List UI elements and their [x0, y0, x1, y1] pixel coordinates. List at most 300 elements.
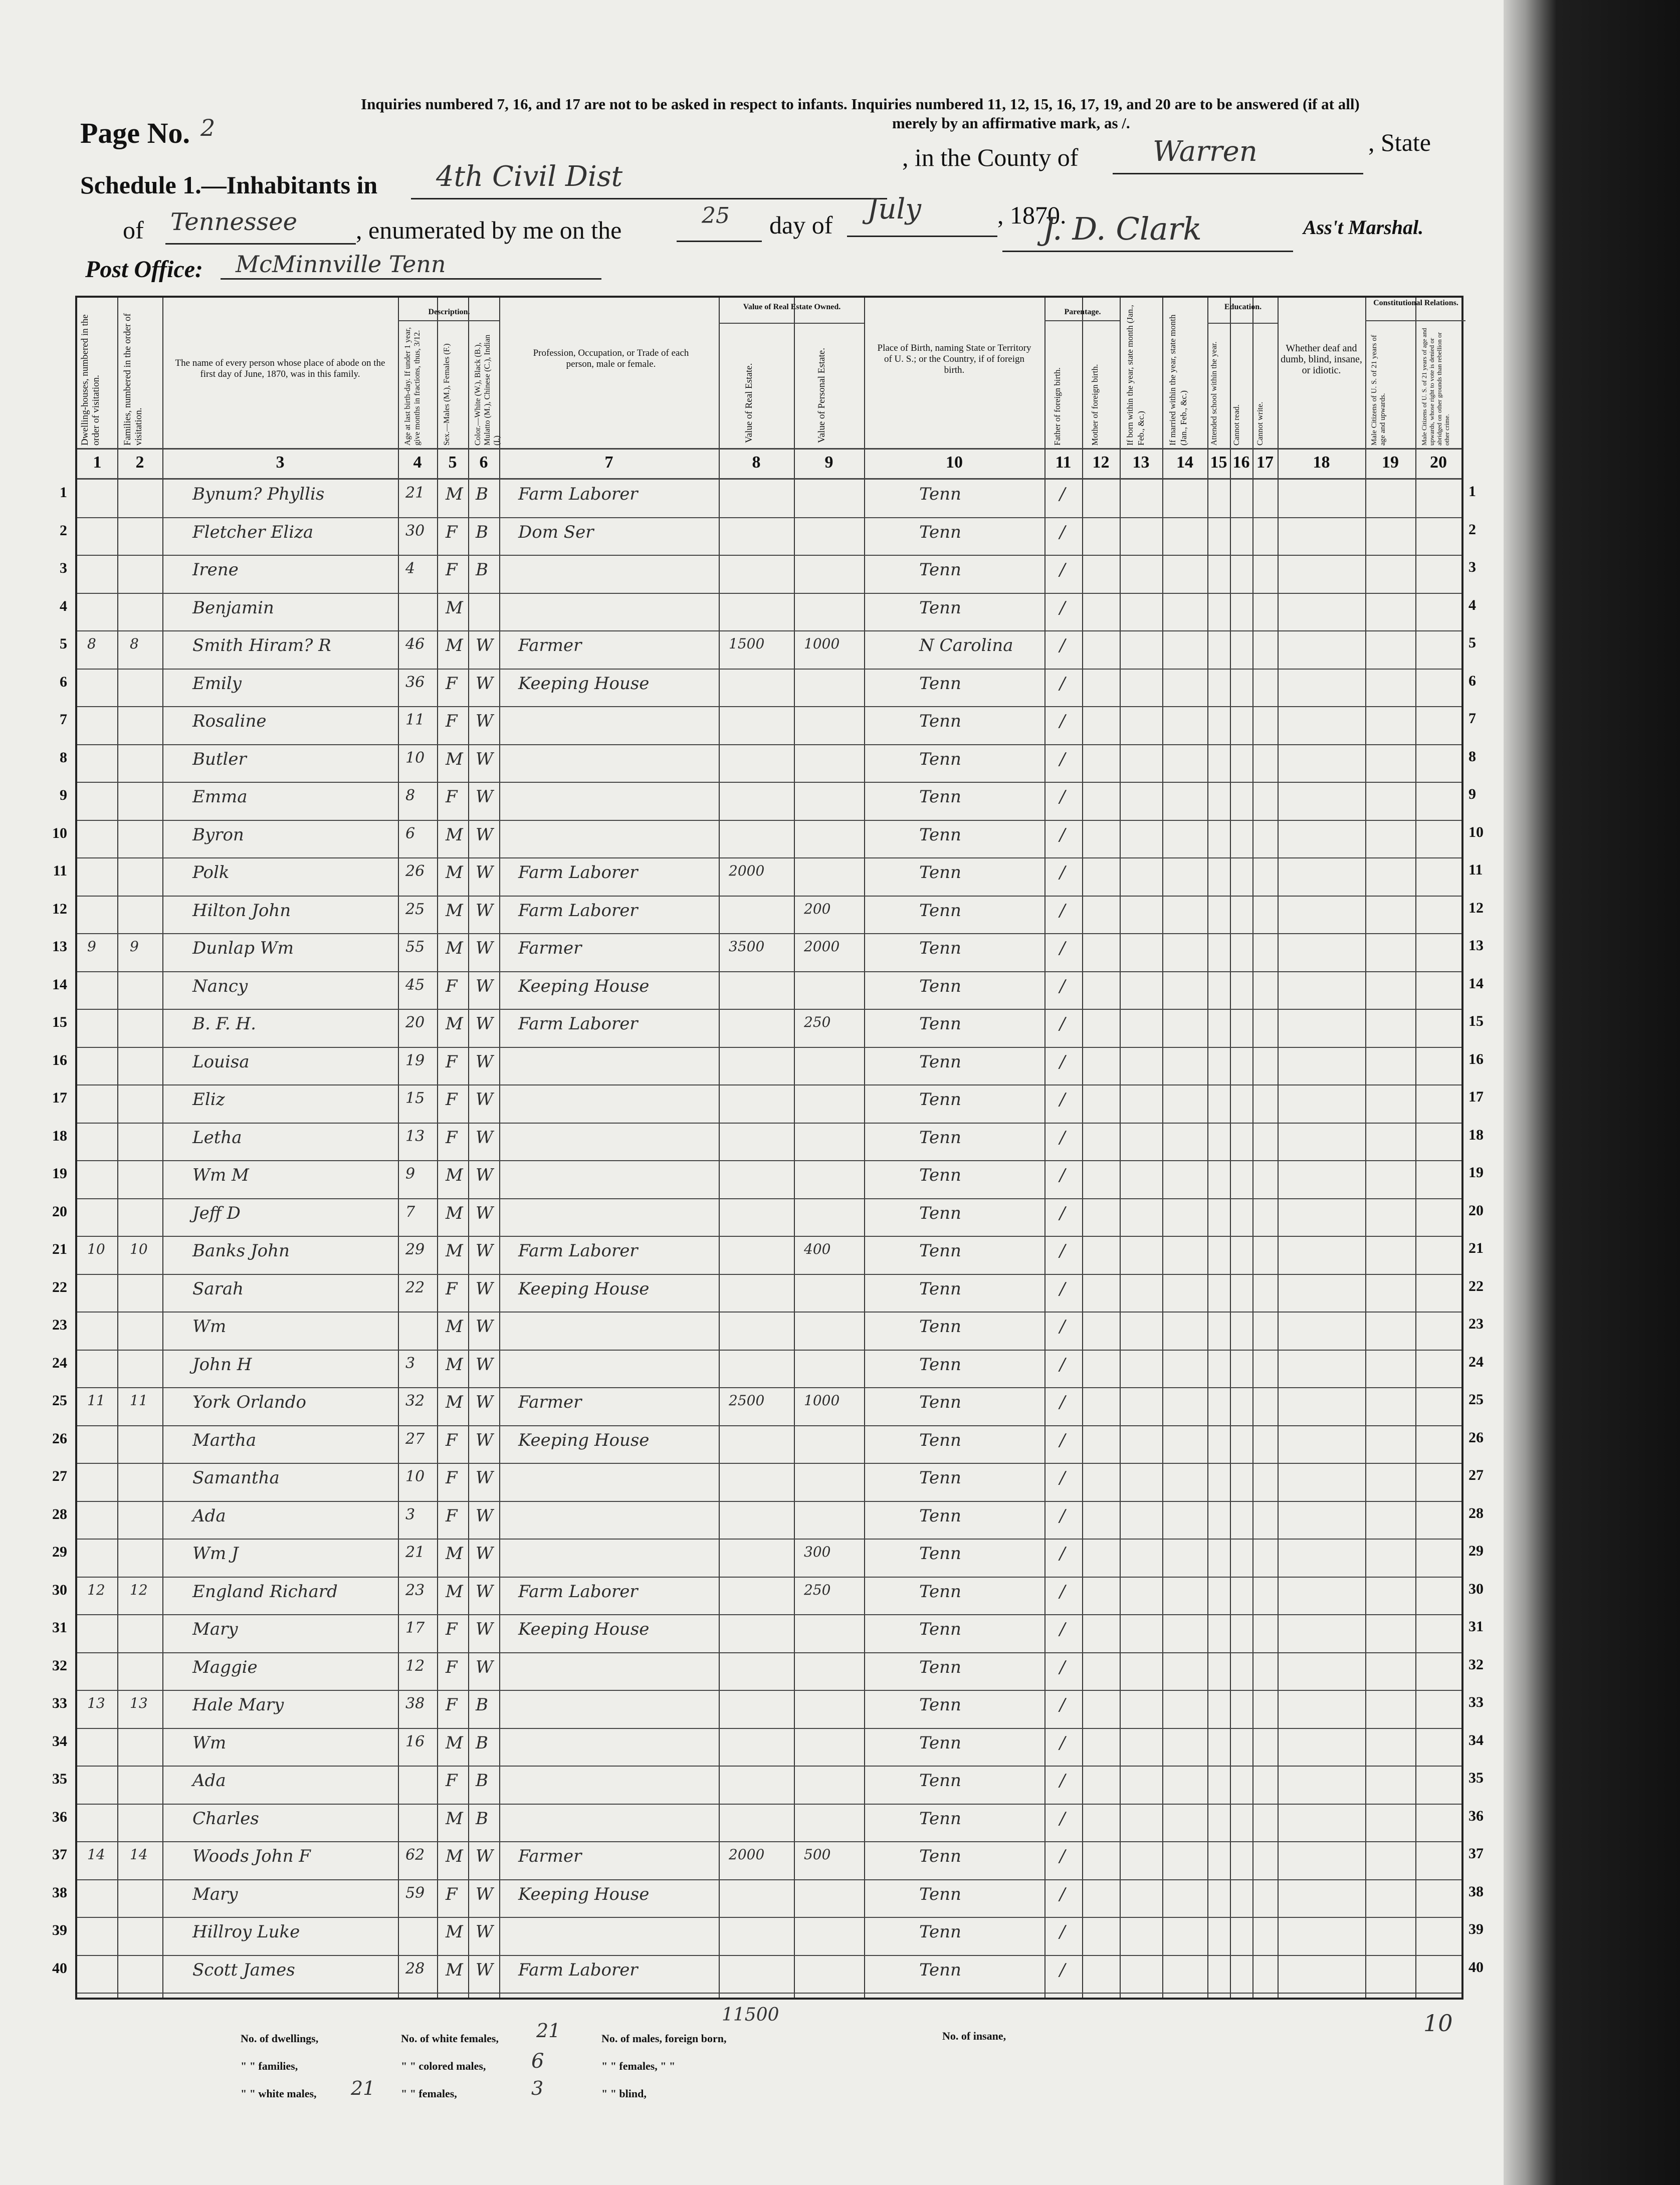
sex: F: [446, 1884, 458, 1904]
row-number: 14: [52, 976, 67, 993]
real-estate-value: 1500: [729, 635, 765, 652]
color: W: [476, 711, 493, 731]
row-line: [77, 630, 1461, 631]
row-number: 3: [60, 560, 67, 576]
color: B: [476, 1732, 488, 1753]
occupation: Farm Laborer: [518, 900, 638, 921]
row-number: 17: [52, 1089, 67, 1106]
person-name: Wm: [192, 1317, 227, 1337]
row-number: 18: [52, 1127, 67, 1144]
col7-header: Profession, Occupation, or Trade of each person, male or female.: [533, 348, 689, 369]
age: 4: [405, 560, 415, 577]
right-row-number: 38: [1468, 1883, 1484, 1900]
color: W: [476, 749, 493, 769]
family-number: 9: [130, 938, 139, 955]
person-name: Bynum? Phyllis: [192, 484, 325, 504]
place-of-birth: Tenn: [919, 1657, 961, 1677]
col2-header: Families, numbered in the order of visitation.: [122, 313, 144, 446]
age: 6: [405, 824, 415, 842]
place-of-birth: Tenn: [919, 673, 961, 694]
group-line: [1207, 323, 1278, 324]
person-name: B. F. H.: [192, 1014, 256, 1034]
row-number: 4: [60, 597, 67, 614]
parentage-mark: /: [1060, 1732, 1066, 1753]
column-number: 12: [1092, 453, 1110, 472]
column-number: 17: [1256, 453, 1274, 472]
color: W: [476, 976, 493, 996]
row-number: 12: [52, 900, 67, 917]
col14-header: If married within the year, state month (Jan., Feb., &c.): [1168, 314, 1188, 446]
column-number: 6: [479, 453, 488, 472]
page-no-label: Page No.: [80, 117, 190, 149]
age: 45: [405, 976, 425, 994]
place-of-birth: Tenn: [919, 1544, 961, 1564]
person-name: Benjamin: [192, 597, 274, 618]
col-line: [1162, 298, 1163, 1998]
footer-blind: " " blind,: [601, 2087, 647, 2100]
county-label: , in the County of: [902, 143, 1079, 171]
sex: F: [446, 1430, 458, 1450]
place-of-birth: Tenn: [919, 711, 961, 731]
occupation: Farmer: [518, 1392, 582, 1412]
color: W: [476, 1619, 493, 1639]
row-number: 30: [52, 1581, 67, 1598]
sex: M: [446, 862, 463, 883]
color: W: [476, 1581, 493, 1602]
right-row-number: 25: [1468, 1391, 1484, 1408]
row-line: [77, 1766, 1461, 1767]
place-of-birth: Tenn: [919, 1959, 961, 1980]
column-number: 11: [1055, 453, 1072, 472]
col20-header: Male Citizens of U. S. of 21 years of age and upwards, whose right to vote is denied or abridged on other grounds than rebellion or other crime.: [1420, 328, 1450, 446]
real-estate-value: 3500: [729, 938, 765, 955]
place-of-birth: Tenn: [919, 1089, 961, 1110]
row-number: 13: [52, 938, 67, 955]
color: W: [476, 1468, 493, 1488]
col-line: [794, 298, 795, 1998]
place-of-birth: Tenn: [919, 1278, 961, 1299]
color: B: [476, 1771, 488, 1791]
col8-header: Value of Real Estate.: [744, 363, 754, 443]
color: W: [476, 1544, 493, 1564]
row-line: [77, 1804, 1461, 1805]
age: 26: [405, 862, 425, 880]
footer-dwellings: No. of dwellings,: [241, 2032, 319, 2045]
age: 21: [405, 1544, 425, 1561]
footer-total-real-estate: 11500: [722, 2005, 779, 2025]
row-line: [77, 555, 1461, 556]
person-name: Hilton John: [192, 900, 291, 921]
day-of-label: day of: [769, 211, 833, 239]
person-name: Jeff D: [192, 1203, 241, 1223]
place-of-birth: Tenn: [919, 824, 961, 845]
place-of-birth: Tenn: [919, 1732, 961, 1753]
parentage-mark: /: [1060, 976, 1066, 996]
family-number: 10: [130, 1241, 148, 1257]
color: W: [476, 1846, 493, 1866]
place-of-birth: Tenn: [919, 749, 961, 769]
person-name: Martha: [192, 1430, 257, 1450]
place-of-birth: Tenn: [919, 1846, 961, 1866]
color: W: [476, 1089, 493, 1110]
place-of-birth: Tenn: [919, 1771, 961, 1791]
scan-edge: [1504, 0, 1680, 2185]
col-line: [1082, 298, 1083, 1998]
parentage-mark: /: [1060, 522, 1066, 542]
personal-estate-value: 300: [804, 1544, 831, 1560]
sex: M: [446, 1846, 463, 1866]
age: 13: [405, 1127, 425, 1145]
color: W: [476, 824, 493, 845]
place-of-birth: Tenn: [919, 1695, 961, 1715]
right-row-number: 19: [1468, 1164, 1484, 1181]
parentage-mark: /: [1060, 1657, 1066, 1677]
occupation: Farm Laborer: [518, 484, 638, 504]
footer-white-males-value: 21: [351, 2077, 375, 2099]
occupation: Keeping House: [518, 1884, 650, 1904]
parentage-mark: /: [1060, 1203, 1066, 1223]
parentage-mark: /: [1060, 1544, 1066, 1564]
occupation: Farm Laborer: [518, 1959, 638, 1980]
place-of-birth: Tenn: [919, 938, 961, 958]
row-number: 36: [52, 1808, 67, 1825]
sex: F: [446, 1051, 458, 1072]
row-line: [77, 1841, 1461, 1842]
age: 23: [405, 1581, 425, 1599]
column-number: 5: [448, 453, 457, 472]
color: W: [476, 1657, 493, 1677]
row-number: 37: [52, 1846, 67, 1863]
column-number: 10: [946, 453, 963, 472]
sex: M: [446, 1354, 463, 1375]
age: 32: [405, 1392, 425, 1410]
footer-insane: No. of insane,: [942, 2030, 1006, 2042]
row-number: 21: [52, 1241, 67, 1257]
sex: F: [446, 976, 458, 996]
col4-header: Age at last birth-day. If under 1 year, give months in fractions, thus, 3/12.: [403, 327, 422, 446]
parentage-mark: /: [1060, 1165, 1066, 1185]
right-row-number: 36: [1468, 1807, 1484, 1824]
age: 46: [405, 635, 425, 653]
color: W: [476, 938, 493, 958]
row-line: [77, 593, 1461, 594]
parentage-mark: /: [1060, 938, 1066, 958]
parentage-mark: /: [1060, 1278, 1066, 1299]
column-number: 19: [1382, 453, 1399, 472]
row-line: [77, 1917, 1461, 1918]
row-number: 2: [60, 522, 67, 539]
color: B: [476, 1808, 488, 1829]
place-of-birth: Tenn: [919, 1354, 961, 1375]
parentage-mark: /: [1060, 1808, 1066, 1829]
col9-header: Value of Personal Estate.: [816, 348, 827, 443]
row-line: [77, 782, 1461, 783]
place-of-birth: Tenn: [919, 560, 961, 580]
parentage-mark: /: [1060, 1959, 1066, 1980]
parentage-mark: /: [1060, 1505, 1066, 1526]
color: B: [476, 560, 488, 580]
person-name: Nancy: [192, 976, 248, 996]
footer-white-females-value: 21: [536, 2020, 561, 2042]
parentage-mark: /: [1060, 900, 1066, 921]
right-row-number: 10: [1468, 823, 1484, 840]
sex: F: [446, 673, 458, 694]
right-row-number: 7: [1468, 710, 1476, 727]
row-number: 10: [52, 824, 67, 841]
column-number: 18: [1313, 453, 1330, 472]
row-line: [77, 1955, 1461, 1956]
person-name: Eliz: [192, 1089, 225, 1110]
parentage-mark: /: [1060, 1922, 1066, 1942]
sex: M: [446, 1732, 463, 1753]
age: 59: [405, 1884, 425, 1902]
col-line: [1252, 298, 1253, 1998]
person-name: Ada: [192, 1505, 226, 1526]
sex: F: [446, 1657, 458, 1677]
color: W: [476, 1884, 493, 1904]
color: W: [476, 1278, 493, 1299]
age: 20: [405, 1014, 425, 1031]
day-underline: [677, 241, 762, 242]
right-row-number: 3: [1468, 559, 1476, 575]
color: B: [476, 522, 488, 542]
person-name: Emily: [192, 673, 242, 694]
place-of-birth: N Carolina: [919, 635, 1013, 656]
occupation: Keeping House: [518, 1430, 650, 1450]
age: 12: [405, 1657, 425, 1675]
color: W: [476, 1241, 493, 1261]
row-line: [77, 971, 1461, 972]
sex: F: [446, 560, 458, 580]
sex: M: [446, 1544, 463, 1564]
column-number: 20: [1430, 453, 1447, 472]
parentage-mark: /: [1060, 1771, 1066, 1791]
col-line: [1207, 298, 1208, 1998]
sex: F: [446, 1771, 458, 1791]
age: 15: [405, 1089, 425, 1107]
place-of-birth: Tenn: [919, 522, 961, 542]
row-number: 29: [52, 1544, 67, 1560]
day-value: 25: [702, 203, 730, 229]
sex: F: [446, 1505, 458, 1526]
right-row-number: 37: [1468, 1845, 1484, 1862]
col13-header: If born within the year, state month (Jan., Feb., &c.): [1125, 305, 1146, 446]
post-office-label: Post Office:: [85, 256, 203, 283]
right-row-number: 23: [1468, 1316, 1484, 1332]
county-underline: [1113, 173, 1363, 174]
parentage-mark: /: [1060, 749, 1066, 769]
row-line: [77, 1387, 1461, 1388]
col-line: [499, 298, 500, 1998]
sex: F: [446, 1468, 458, 1488]
personal-estate-value: 200: [804, 900, 831, 917]
district-underline: [411, 198, 887, 199]
row-line: [77, 857, 1461, 858]
group-line: [1365, 320, 1465, 321]
column-number: 8: [752, 453, 761, 472]
color: W: [476, 1317, 493, 1337]
row-number: 7: [60, 711, 67, 728]
occupation: Farm Laborer: [518, 1241, 638, 1261]
parentage-mark: /: [1060, 1695, 1066, 1715]
color: W: [476, 1165, 493, 1185]
right-row-number: 27: [1468, 1467, 1484, 1483]
row-number: 15: [52, 1014, 67, 1030]
person-name: John H: [192, 1354, 252, 1375]
sex: F: [446, 711, 458, 731]
color: W: [476, 1127, 493, 1148]
col19-header: Male Citizens of U. S. of 21 years of age and upwards.: [1370, 335, 1387, 446]
row-number: 40: [52, 1959, 67, 1977]
right-row-number: 2: [1468, 521, 1476, 538]
row-line: [77, 1501, 1461, 1502]
row-number: 25: [52, 1392, 67, 1409]
column-number: 7: [604, 453, 613, 472]
real-estate-value: 2000: [729, 1846, 765, 1863]
sex: F: [446, 787, 458, 807]
color: W: [476, 635, 493, 656]
row-number: 6: [60, 673, 67, 690]
col-line: [1044, 298, 1045, 1998]
value-group-header: Value of Real Estate Owned.: [743, 303, 841, 311]
family-number: 13: [130, 1695, 148, 1711]
age: 10: [405, 1468, 425, 1485]
marshal-name: J. D. Clark: [1042, 210, 1202, 247]
sex: F: [446, 1089, 458, 1110]
col5-header: Sex.—Males (M.), Females (F.): [443, 343, 451, 446]
row-number: 31: [52, 1619, 67, 1636]
person-name: Wm J: [192, 1544, 239, 1564]
person-name: Letha: [192, 1127, 242, 1148]
right-row-number: 24: [1468, 1353, 1484, 1370]
parentage-group-header: Parentage.: [1064, 308, 1101, 316]
dwelling-number: 10: [87, 1241, 105, 1257]
parentage-mark: /: [1060, 1468, 1066, 1488]
age: 30: [405, 522, 425, 540]
family-number: 11: [130, 1392, 148, 1409]
row-line: [77, 1652, 1461, 1653]
place-of-birth: Tenn: [919, 976, 961, 996]
marshal-underline: [1002, 251, 1293, 252]
color: W: [476, 1354, 493, 1375]
col17-header: Cannot write.: [1256, 401, 1265, 446]
occupation: Farm Laborer: [518, 1014, 638, 1034]
col1-header: Dwelling-houses, numbered in the order of visitation.: [80, 314, 101, 446]
right-row-number: 26: [1468, 1429, 1484, 1446]
parentage-mark: /: [1060, 1884, 1066, 1904]
row-line: [77, 1084, 1461, 1085]
place-of-birth: Tenn: [919, 1241, 961, 1261]
person-name: Louisa: [192, 1051, 250, 1072]
person-name: Emma: [192, 787, 248, 807]
parentage-mark: /: [1060, 787, 1066, 807]
parentage-mark: /: [1060, 862, 1066, 883]
row-line: [77, 896, 1461, 897]
color: W: [476, 1922, 493, 1942]
parentage-mark: /: [1060, 824, 1066, 845]
notice-line2: merely by an affirmative mark, as /.: [892, 114, 1130, 132]
row-line: [77, 1312, 1461, 1313]
enumerated-label: , enumerated by me on the: [356, 216, 622, 244]
personal-estate-value: 250: [804, 1581, 831, 1598]
col-line: [1365, 298, 1366, 1998]
person-name: Dunlap Wm: [192, 938, 294, 958]
group-line: [719, 323, 864, 324]
sex: M: [446, 1014, 463, 1034]
parentage-mark: /: [1060, 1354, 1066, 1375]
color: B: [476, 1695, 488, 1715]
notice-line1: Inquiries numbered 7, 16, and 17 are not to be asked in respect to infants. Inquiries numbered 11, 12, 15, 16, 17, 19, and 20 are to be answered (if at all): [361, 95, 1360, 113]
sex: M: [446, 1241, 463, 1261]
row-number: 9: [60, 787, 67, 803]
column-number: 16: [1232, 453, 1250, 472]
column-number: 15: [1210, 453, 1227, 472]
row-number: 38: [52, 1884, 67, 1901]
family-number: 8: [130, 635, 139, 652]
right-row-number: 39: [1468, 1921, 1484, 1937]
col11-header: Father of foreign birth.: [1053, 367, 1062, 446]
real-estate-value: 2500: [729, 1392, 765, 1409]
row-line: [77, 1160, 1461, 1161]
dwelling-number: 8: [87, 635, 96, 652]
color: W: [476, 1959, 493, 1980]
col15-header: Attended school within the year.: [1210, 341, 1218, 446]
occupation: Dom Ser: [518, 522, 594, 542]
parentage-mark: /: [1060, 1392, 1066, 1412]
person-name: Hale Mary: [192, 1695, 284, 1715]
sex: M: [446, 900, 463, 921]
parentage-mark: /: [1060, 597, 1066, 618]
parentage-mark: /: [1060, 1051, 1066, 1072]
footer-families: " " families,: [241, 2060, 298, 2072]
place-of-birth: Tenn: [919, 1505, 961, 1526]
right-row-number: 11: [1468, 861, 1483, 878]
person-name: Wm M: [192, 1165, 249, 1185]
age: 19: [405, 1051, 425, 1069]
row-number: 1: [60, 484, 67, 501]
sex: M: [446, 1808, 463, 1829]
age: 11: [405, 711, 425, 729]
right-row-number: 29: [1468, 1543, 1484, 1559]
dwelling-number: 9: [87, 938, 96, 955]
row-number: 34: [52, 1732, 67, 1750]
row-number: 33: [52, 1695, 67, 1711]
place-of-birth: Tenn: [919, 1922, 961, 1942]
sex: F: [446, 1695, 458, 1715]
row-number: 26: [52, 1430, 67, 1447]
occupation: Farm Laborer: [518, 862, 638, 883]
row-number: 16: [52, 1051, 67, 1068]
row-line: [77, 1274, 1461, 1275]
row-number: 39: [52, 1922, 67, 1938]
occupation: Keeping House: [518, 1619, 650, 1639]
sex: M: [446, 1959, 463, 1980]
footer-white-females: No. of white females,: [401, 2032, 499, 2045]
right-row-number: 20: [1468, 1202, 1484, 1219]
age: 21: [405, 484, 425, 502]
sex: M: [446, 1317, 463, 1337]
sex: M: [446, 635, 463, 656]
col-line: [162, 298, 163, 1998]
color: W: [476, 1203, 493, 1223]
right-row-number: 17: [1468, 1088, 1484, 1105]
month-underline: [847, 236, 997, 237]
right-row-number: 28: [1468, 1504, 1484, 1521]
age: 3: [405, 1354, 415, 1372]
occupation: Farmer: [518, 635, 582, 656]
state-value: Tennessee: [170, 208, 298, 236]
parentage-mark: /: [1060, 673, 1066, 694]
